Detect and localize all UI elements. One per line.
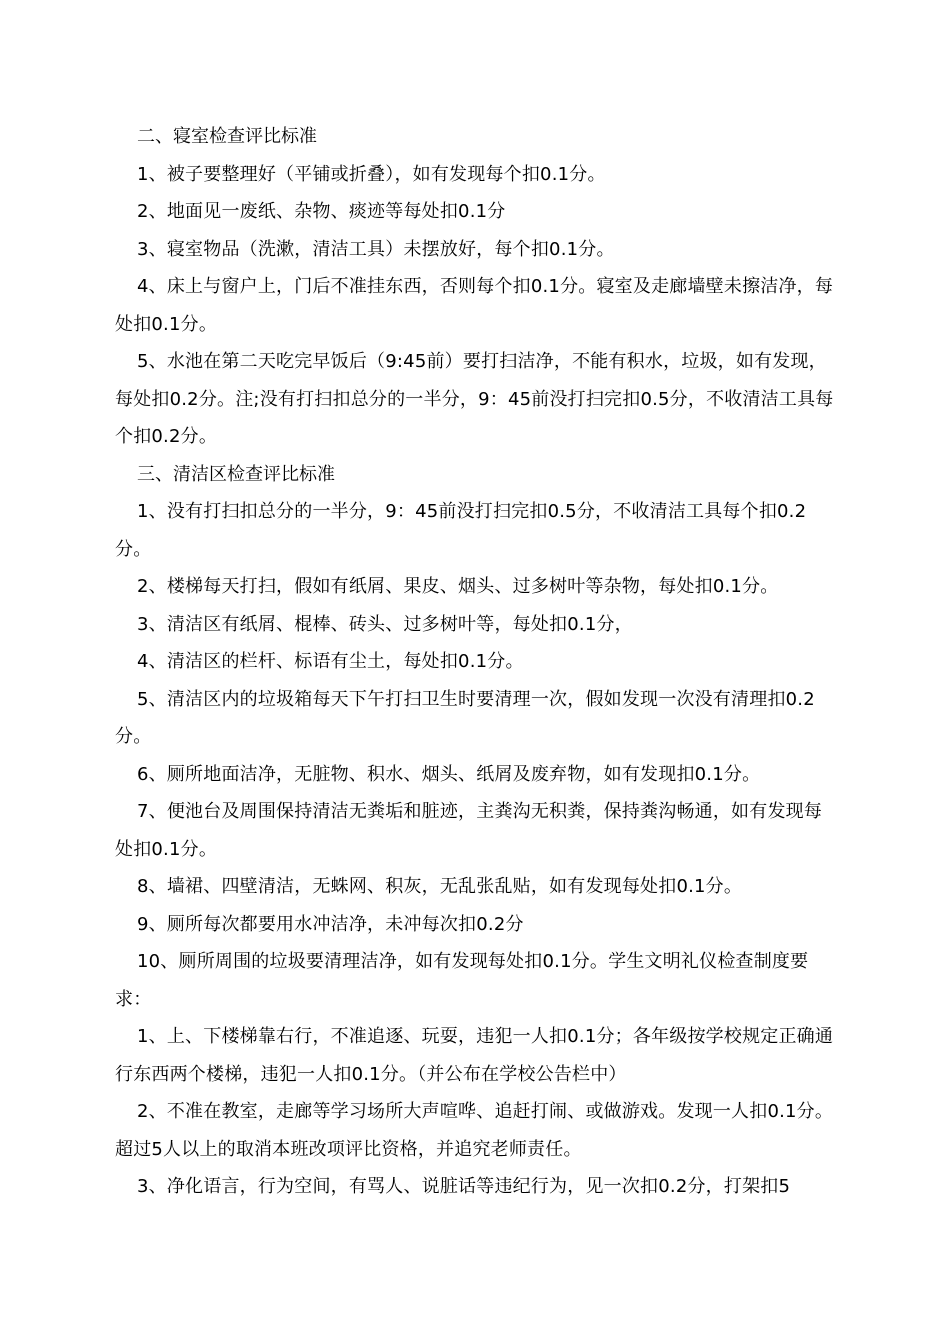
paragraph: 3、净化语言，行为空间，有骂人、说脏话等违纪行为，见一次扣0.2分，打架扣5 bbox=[137, 1176, 791, 1197]
paragraph: 8、墙裙、四壁清洁，无蛛网、积灰，无乱张乱贴，如有发现每处扣0.1分。 bbox=[137, 876, 743, 897]
paragraph: 10、厕所周围的垃圾要清理洁净，如有发现每处扣0.1分。学生文明礼仪检查制度要求： bbox=[115, 951, 809, 1010]
paragraph: 5、水池在第二天吃完早饭后（9:45前）要打扫洁净，不能有积水，垃圾，如有发现，每处扣0.2分。注;没有打扫扣总分的一半分，9：45前没打扫完扣0.5分，不收清洁工具每个扣0.2分。 bbox=[115, 351, 834, 447]
paragraph: 1、没有打扫扣总分的一半分，9：45前没打扫完扣0.5分，不收清洁工具每个扣0.2分。 bbox=[115, 501, 807, 560]
paragraph: 5、清洁区内的垃圾箱每天下午打扫卫生时要清理一次，假如发现一次没有清理扣0.2分。 bbox=[115, 688, 815, 747]
paragraph: 2、楼梯每天打扫，假如有纸屑、果皮、烟头、过多树叶等杂物，每处扣0.1分。 bbox=[137, 576, 779, 597]
paragraph: 2、不准在教室，走廊等学习场所大声喧哗、追赶打闹、或做游戏。发现一人扣0.1分。超过5人以上的取消本班改项评比资格，并追究老师责任。 bbox=[115, 1101, 834, 1160]
section-heading-cleaning-area: 三、清洁区检查评比标准 bbox=[137, 463, 335, 485]
paragraph: 3、清洁区有纸屑、棍棒、砖头、过多树叶等，每处扣0.1分， bbox=[137, 613, 633, 635]
document-page bbox=[115, 118, 837, 1206]
paragraph: 7、便池台及周围保持清洁无粪垢和脏迹，主粪沟无积粪，保持粪沟畅通，如有发现每处扣0.1分。 bbox=[115, 801, 823, 860]
paragraph: 9、厕所每次都要用水冲洁净，未冲每次扣0.2分 bbox=[137, 913, 524, 935]
paragraph: 4、床上与窗户上，门后不准挂东西，否则每个扣0.1分。寝室及走廊墙壁未擦洁净，每处扣0.1分。 bbox=[115, 276, 834, 335]
paragraph: 1、上、下楼梯靠右行，不准追逐、玩耍，违犯一人扣0.1分；各年级按学校规定正确通行东西两个楼梯，违犯一人扣0.1分。（并公布在学校公告栏中） bbox=[115, 1026, 834, 1085]
paragraph: 6、厕所地面洁净，无脏物、积水、烟头、纸屑及废弃物，如有发现扣0.1分。 bbox=[137, 763, 761, 785]
paragraph: 4、清洁区的栏杆、标语有尘土，每处扣0.1分。 bbox=[137, 651, 524, 672]
paragraph: 3、寝室物品（洗漱，清洁工具）未摆放好，每个扣0.1分。 bbox=[137, 238, 615, 260]
paragraph: 1、被子要整理好（平铺或折叠），如有发现每个扣0.1分。 bbox=[137, 163, 606, 185]
section-heading-dormitory: 二、寝室检查评比标准 bbox=[137, 126, 317, 147]
paragraph: 2、地面见一废纸、杂物、痰迹等每处扣0.1分 bbox=[137, 201, 506, 222]
